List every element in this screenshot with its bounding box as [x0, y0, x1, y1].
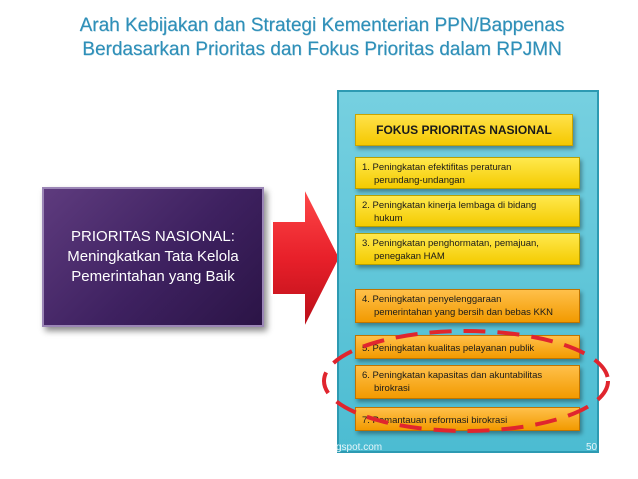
- fokus-item-4-line-1: 4. Peningkatan penyelenggaraan: [362, 294, 502, 305]
- prioritas-line-1: PRIORITAS NASIONAL:: [71, 228, 235, 245]
- title-line-2: Berdasarkan Prioritas dan Fokus Prioritas dalam RPJMN: [82, 39, 562, 60]
- page-number: 50: [586, 442, 598, 453]
- fokus-item-1-line-1: 1. Peningkatan efektifitas peraturan: [362, 162, 512, 173]
- fokus-item-1-line-2: perundang-undangan: [374, 175, 465, 186]
- fokus-item-5-line-1: 5. Peningkatan kualitas pelayanan publik: [362, 343, 535, 354]
- fokus-item-4: [355, 289, 580, 323]
- prioritas-line-2: Meningkatkan Tata Kelola: [67, 248, 239, 265]
- fokus-item-2-line-2: hukum: [374, 213, 403, 224]
- fokus-item-2: [355, 195, 580, 227]
- prioritas-nasional-text: [67, 227, 239, 287]
- fokus-item-7-line-1: 7. Pemantauan reformasi birokrasi: [362, 415, 508, 426]
- right-arrow-icon: [270, 183, 342, 333]
- fokus-item-6-line-1: 6. Peningkatan kapasitas dan akuntabilitas: [362, 370, 543, 381]
- prioritas-line-3: Pemerintahan yang Baik: [71, 268, 235, 285]
- fokus-item-6: [355, 365, 580, 399]
- fokus-item-4-line-2: pemerintahan yang bersih dan bebas KKN: [374, 307, 554, 318]
- footer-url: gspot.com: [336, 442, 383, 453]
- fokus-item-2-line-1: 2. Peningkatan kinerja lembaga di bidang: [362, 200, 537, 211]
- fokus-item-3-line-1: 3. Peningkatan penghormatan, pemajuan,: [362, 238, 539, 249]
- prioritas-nasional-box: [42, 187, 264, 327]
- fokus-item-6-line-2: birokrasi: [374, 383, 410, 394]
- fokus-item-3: [355, 233, 580, 265]
- fokus-item-5: [355, 335, 580, 359]
- fokus-item-3-line-2: penegakan HAM: [374, 251, 445, 262]
- fokus-item-1: [355, 157, 580, 189]
- title-line-1: Arah Kebijakan dan Strategi Kementerian PPN/Bappenas: [79, 15, 565, 36]
- fokus-item-7: [355, 407, 580, 431]
- fokus-header: FOKUS PRIORITAS NASIONAL: [355, 114, 573, 146]
- page-title: [22, 14, 622, 62]
